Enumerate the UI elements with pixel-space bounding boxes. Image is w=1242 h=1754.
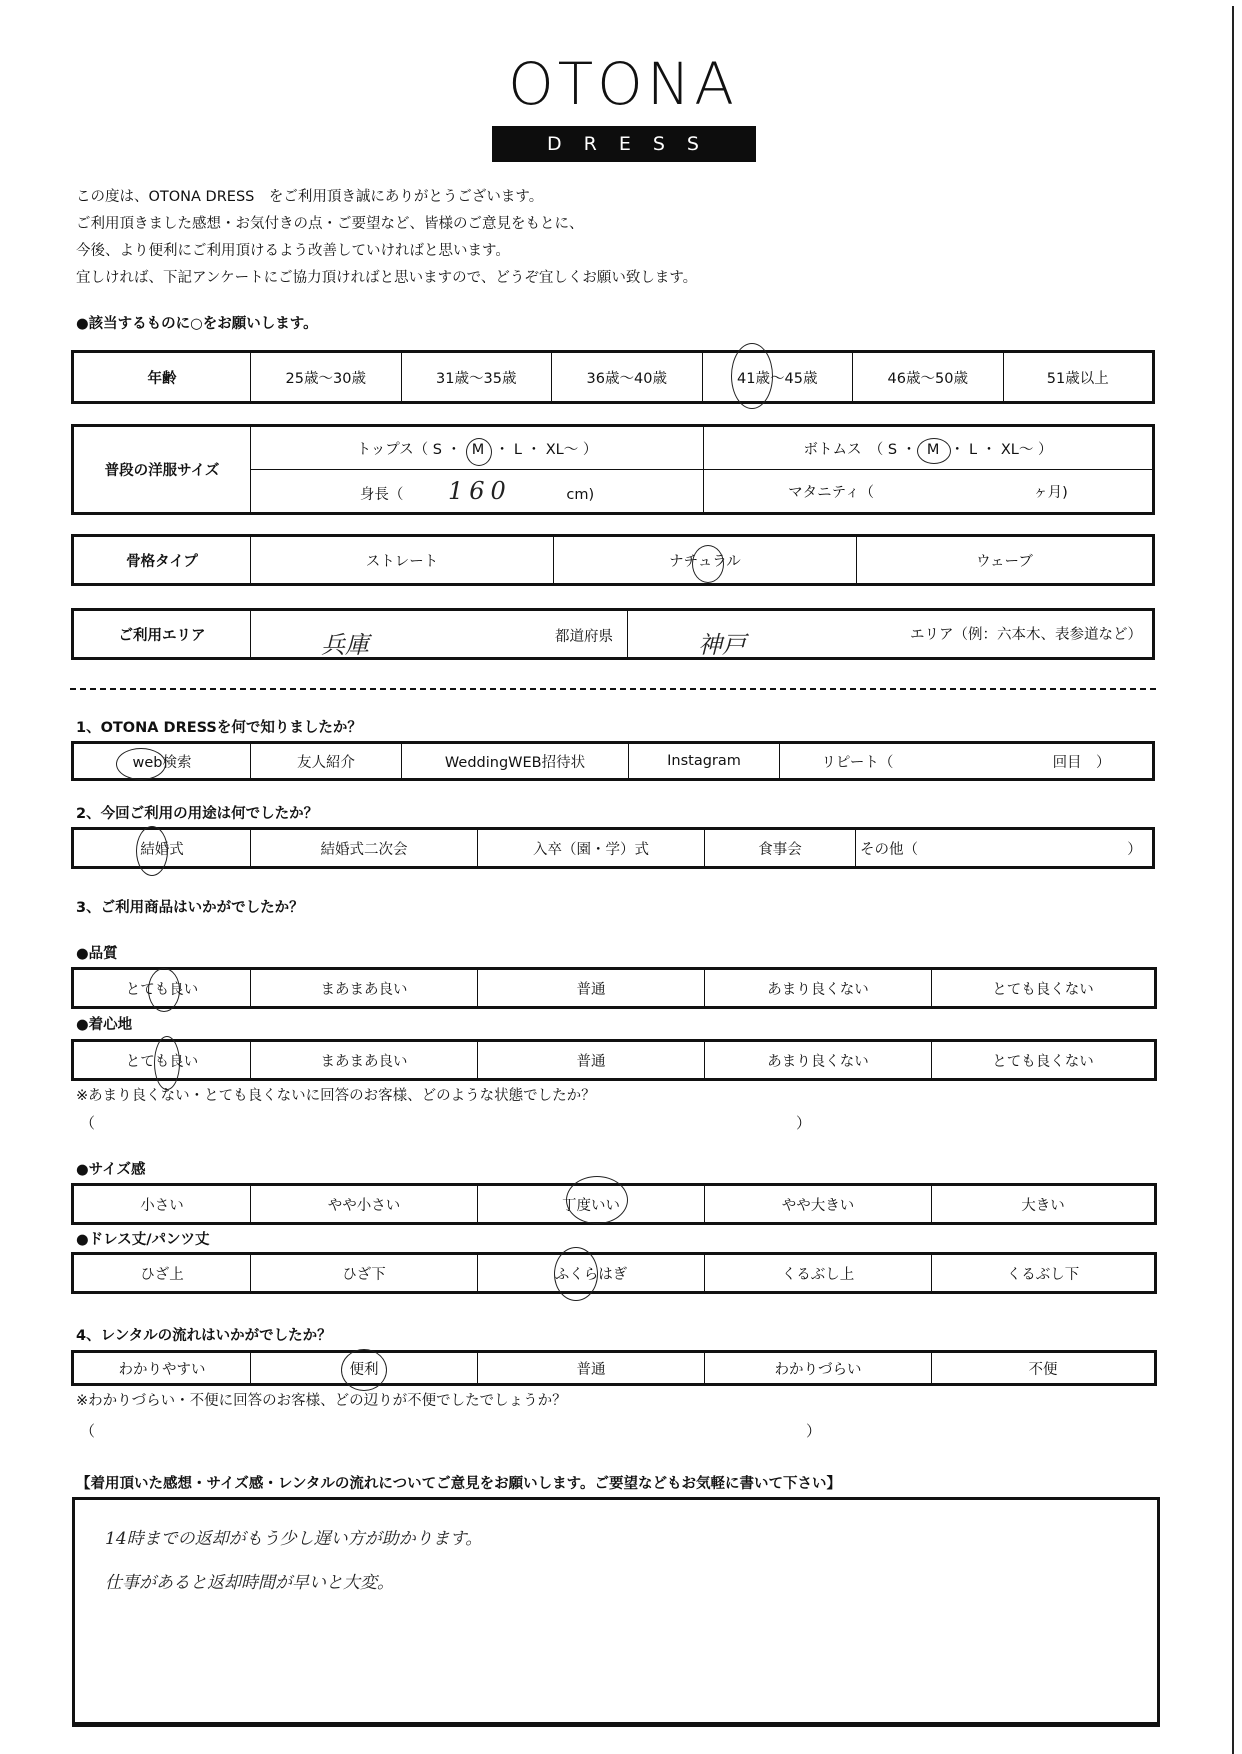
fit-option[interactable]: 小さい <box>73 1185 251 1224</box>
comfort-note: ※あまり良くない・とても良くないに回答のお客様、どのような状態でしたか？ <box>76 1088 596 1104</box>
length-option[interactable]: くるぶし下 <box>932 1254 1156 1293</box>
comfort-label: ●着心地 <box>76 1017 133 1033</box>
intro-line: 宜しければ、下記アンケートにご協力頂ければと思いますので、どうぞ宜しくお願い致します。 <box>76 270 698 286</box>
maternity-unit: ヶ月) <box>1033 484 1068 501</box>
comfort-option[interactable]: とても良くない <box>932 1041 1156 1080</box>
comment-line: 仕事があると返却時間が早いと大変。 <box>105 1573 394 1593</box>
area-label: ご利用エリア <box>73 610 251 659</box>
bottoms-prefix: ボトムス （ S ・ <box>803 441 917 458</box>
comfort-table <box>71 1039 1157 1081</box>
bottoms-suffix: ・ L ・ XL～ ） <box>949 441 1053 458</box>
length-option[interactable]: くるぶし上 <box>705 1254 932 1293</box>
body-type-option[interactable]: ウェーブ <box>857 536 1154 585</box>
q1-title: 1、OTONA DRESSを何で知りましたか？ <box>76 720 362 736</box>
area-field[interactable] <box>628 610 1154 659</box>
length-option-text: ふくらはぎ <box>554 1266 628 1283</box>
q1-option-repeat[interactable] <box>780 743 1154 780</box>
age-option[interactable]: 51歳以上 <box>1003 352 1154 403</box>
quality-option-text: とても良い <box>125 981 199 998</box>
comfort-option[interactable]: まあまあ良い <box>251 1041 478 1080</box>
q4-note: ※わかりづらい・不便に回答のお客様、どの辺りが不便でしたでしょうか？ <box>76 1393 567 1409</box>
quality-table <box>71 967 1157 1009</box>
fit-table <box>71 1183 1157 1225</box>
q2-title: 2、今回ご利用の用途は何でしたか？ <box>76 806 319 822</box>
quality-option[interactable]: とても良くない <box>932 969 1156 1008</box>
q4-option[interactable]: 普通 <box>478 1352 705 1385</box>
age-label: 年齢 <box>73 352 251 403</box>
quality-option-selected[interactable] <box>73 969 251 1008</box>
body-type-text: ナチュラル <box>669 553 741 570</box>
comfort-paren-close: ） <box>796 1114 812 1132</box>
section-divider <box>70 688 1156 690</box>
age-option[interactable]: 46歳～50歳 <box>853 352 1004 403</box>
q1-option[interactable]: Instagram <box>629 743 780 780</box>
age-option[interactable]: 31歳～35歳 <box>401 352 552 403</box>
q4-option[interactable]: わかりやすい <box>73 1352 251 1385</box>
comfort-option[interactable]: 普通 <box>478 1041 705 1080</box>
comfort-paren-open: （ <box>80 1114 96 1132</box>
comfort-option-text: とても良い <box>125 1053 199 1070</box>
prefecture-unit: 都道府県 <box>555 629 613 645</box>
age-table <box>71 350 1155 404</box>
intro-line: 今後、より便利にご利用頂けるよう改善していければと思います。 <box>76 243 510 259</box>
q2-table <box>71 827 1155 869</box>
q1-option-text: web検索 <box>132 754 192 771</box>
comment-line: 14時までの返却がもう少し遅い方が助かります。 <box>105 1529 483 1549</box>
area-hint: エリア（例：六本木、表参道など） <box>910 627 1142 643</box>
tops-suffix: ・ L ・ XL～ ） <box>494 441 598 458</box>
length-label: ●ドレス丈/パンツ丈 <box>76 1232 210 1248</box>
bottoms-size-field[interactable] <box>704 426 1154 470</box>
fit-label: ●サイズ感 <box>76 1162 146 1178</box>
q4-option-text: 便利 <box>349 1361 379 1378</box>
prefecture-field[interactable] <box>251 610 628 659</box>
quality-label: ●品質 <box>76 946 118 962</box>
repeat-prefix: リピート（ <box>821 754 894 771</box>
other-prefix: その他（ <box>860 841 918 858</box>
height-prefix: 身長（ <box>359 487 404 503</box>
body-type-table <box>71 534 1155 586</box>
height-value: 160 <box>447 477 512 505</box>
length-option[interactable]: ひざ下 <box>251 1254 478 1293</box>
tops-size-field[interactable] <box>251 426 704 470</box>
comfort-option-selected[interactable] <box>73 1041 251 1080</box>
tops-selected: M <box>471 441 485 458</box>
quality-option[interactable]: まあまあ良い <box>251 969 478 1008</box>
q1-table <box>71 741 1155 781</box>
q2-option-text: 結婚式 <box>140 841 184 858</box>
q1-option[interactable]: WeddingWEB招待状 <box>402 743 629 780</box>
page-edge-line <box>1232 6 1234 1754</box>
intro-text <box>76 184 697 292</box>
tops-prefix: トップス（ S ・ <box>356 441 462 458</box>
comments-title: 【着用頂いた感想・サイズ感・レンタルの流れについてご意見をお願いします。ご要望などもお気軽に書いて下さい】 <box>76 1476 841 1492</box>
fit-option[interactable]: やや大きい <box>705 1185 932 1224</box>
comfort-option[interactable]: あまり良くない <box>705 1041 932 1080</box>
bottoms-selected: M <box>926 441 940 458</box>
quality-option[interactable]: 普通 <box>478 969 705 1008</box>
other-suffix: ） <box>1127 841 1142 858</box>
length-option[interactable]: ひざ上 <box>73 1254 251 1293</box>
repeat-suffix: 回目 ） <box>1052 754 1111 771</box>
q1-option[interactable]: 友人紹介 <box>251 743 402 780</box>
logo-wordmark: OTONA <box>508 50 738 118</box>
q4-comment-input[interactable] <box>100 1420 800 1442</box>
q1-option-selected[interactable] <box>73 743 251 780</box>
comfort-comment-input[interactable] <box>100 1112 790 1134</box>
age-option[interactable]: 25歳～30歳 <box>251 352 402 403</box>
size-table <box>71 424 1155 515</box>
length-option-selected[interactable] <box>478 1254 705 1293</box>
fit-option[interactable]: やや小さい <box>251 1185 478 1224</box>
area-value: 神戸 <box>698 631 746 659</box>
fit-option-text: 丁度いい <box>562 1197 620 1214</box>
height-unit: cm) <box>566 487 595 503</box>
size-label: 普段の洋服サイズ <box>73 426 251 514</box>
maternity-field[interactable] <box>704 470 1154 514</box>
body-type-option-selected[interactable] <box>554 536 857 585</box>
prefecture-value: 兵庫 <box>321 631 369 659</box>
q4-option[interactable]: 不便 <box>932 1352 1156 1385</box>
length-table <box>71 1252 1157 1294</box>
instruction-heading: ●該当するものに○をお願いします。 <box>76 316 318 332</box>
q4-paren-close: ） <box>806 1422 822 1440</box>
age-option[interactable]: 36歳～40歳 <box>552 352 703 403</box>
body-type-option[interactable]: ストレート <box>251 536 554 585</box>
area-table <box>71 608 1155 660</box>
q4-title: 4、レンタルの流れはいかがでしたか？ <box>76 1328 332 1344</box>
logo-subtitle: DRESS <box>492 126 756 162</box>
age-option-selected[interactable] <box>702 352 853 403</box>
quality-option[interactable]: あまり良くない <box>705 969 932 1008</box>
body-type-label: 骨格タイプ <box>73 536 251 585</box>
intro-line: ご利用頂きました感想・お気付きの点・ご要望など、皆様のご意見をもとに、 <box>76 216 584 232</box>
fit-option-selected[interactable] <box>478 1185 705 1224</box>
maternity-prefix: マタニティ（ <box>788 484 874 501</box>
q4-table <box>71 1350 1157 1386</box>
comments-box[interactable] <box>72 1497 1160 1727</box>
q4-option[interactable]: わかりづらい <box>705 1352 932 1385</box>
q2-option-selected[interactable] <box>73 829 251 868</box>
q3-title: 3、ご利用商品はいかがでしたか？ <box>76 900 304 916</box>
q2-option-other[interactable] <box>856 829 1154 868</box>
age-option-text: 41歳～45歳 <box>737 370 818 387</box>
q2-option[interactable]: 結婚式二次会 <box>251 829 478 868</box>
intro-line: この度は、OTONA DRESS をご利用頂き誠にありがとうございます。 <box>76 189 544 205</box>
height-field[interactable] <box>251 470 704 514</box>
q4-paren-open: （ <box>80 1422 96 1440</box>
q4-option-selected[interactable] <box>251 1352 478 1385</box>
q2-option[interactable]: 食事会 <box>705 829 856 868</box>
fit-option[interactable]: 大きい <box>932 1185 1156 1224</box>
q2-option[interactable]: 入卒（園・学）式 <box>478 829 705 868</box>
